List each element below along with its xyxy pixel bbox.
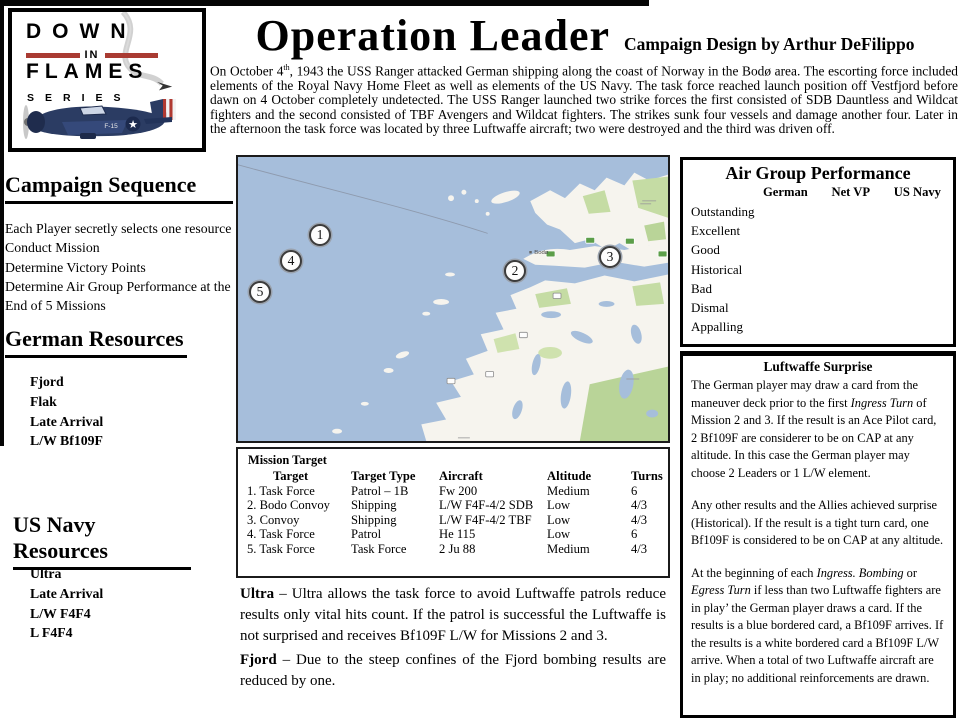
col-header-aircraft: Aircraft — [439, 469, 483, 483]
logo-word-flames: FLAMES — [26, 60, 149, 83]
resource-item: Late Arrival — [30, 413, 104, 429]
fjord-note: Fjord – Due to the steep confines of the Fjord bombing results are reduced by one. — [240, 652, 666, 689]
left-border-rule — [0, 0, 4, 446]
resource-item: L F4F4 — [30, 625, 73, 641]
logo-word-down: DOWN — [26, 20, 137, 43]
luftwaffe-paragraph-2: Any other results and the Allies achieved surprise (Historical). If the result is a tight turn card, one Bf109F is considered to be on CAP at any altitude. — [691, 498, 944, 547]
german-resources-list — [30, 372, 220, 451]
mission-map — [236, 155, 670, 443]
table-row: 2. Bodo Convoy Shipping L/W F4F-4/2 SDB Low 4/3 — [247, 498, 648, 513]
air-group-performance-title: Air Group Performance — [725, 163, 911, 183]
svg-text:★: ★ — [128, 119, 138, 131]
logo-red-bar-left — [26, 53, 80, 58]
map-marker-5: 5 — [249, 281, 271, 303]
map-marker-3: 3 — [599, 246, 621, 268]
air-group-performance-table — [680, 157, 956, 347]
luftwaffe-surprise-title: Luftwaffe Surprise — [763, 359, 873, 374]
resource-item: Fjord — [30, 374, 64, 389]
rating-row: Bad — [691, 280, 712, 296]
intro-paragraph: On October 4th, 1943 the USS Ranger attacked German shipping along the coast of Norway in the Bodø area. The escorting force included elements of the Royal Navy Home Fleet as well as elements of the US Navy. The task force reached launch position off Vestfjord before dawn on 4 October completely undetected. The USS Ranger launched two strike forces the first consisted of SDB Dauntless and Wildcat fighters and the second consisted of TBF Avengers and Wildcat fighters. The strikes sunk four vessels and damage another four. Later in the afternoon the task force was located by three Luftwaffe aircraft; two were destroyed and the third was driven off. — [210, 63, 958, 137]
luftwaffe-paragraph-3: At the beginning of each Ingress. Bombing or Egress Turn if less than two Luftwaffe fighters are in play’ the German player draws a card. If the results is a blue bordered card, a Bf109F arrives. If the results is a white bordered card a Bf109F L/W arrive. When a total of two Luftwaffe aircraft are in play; no additional reinforcements are drawn. — [691, 565, 944, 685]
ultra-note: Ultra – Ultra allows the task force to avoid Luftwaffe patrols reduce results only vital hits count. If the patrol is successful the Luftwaffe is not surprised and receives Bf109F L/W for Missions 2 and 3. — [240, 586, 666, 644]
plane-code-label: F-15 — [104, 123, 118, 130]
rating-row: Historical — [691, 261, 743, 277]
resource-item: Flak — [30, 393, 57, 409]
sequence-item: Determine Victory Points — [5, 259, 146, 275]
wildcat-plane-icon — [12, 96, 202, 148]
rating-row: Excellent — [691, 223, 741, 239]
rating-row: Appalling — [691, 319, 743, 335]
rating-row: Good — [691, 242, 720, 258]
map-place-label: Bodø — [534, 249, 549, 256]
rating-row: Dismal — [691, 300, 729, 316]
us-navy-resources-list — [30, 564, 220, 643]
falling-plane-icon — [157, 82, 172, 91]
rating-row: Outstanding — [691, 204, 755, 219]
luftwaffe-surprise-panel — [680, 351, 956, 718]
table-row: 1. Task Force Patrol – 1B Fw 200 Medium 6 — [247, 483, 638, 498]
col-header-us-navy: US Navy — [893, 185, 941, 199]
col-header-turns: Turns — [631, 469, 663, 483]
resource-item: Ultra — [30, 566, 62, 581]
agp-rating-rows — [683, 200, 953, 336]
table-row: 5. Task Force Task Force 2 Ju 88 Medium 4/3 — [247, 541, 648, 556]
map-marker-1: 1 — [309, 224, 331, 246]
campaign-sequence-heading: Campaign Sequence — [5, 172, 233, 204]
resource-item: L/W F4F4 — [30, 605, 91, 621]
agp-column-headers — [683, 184, 953, 200]
logo-word-series: SERIES — [27, 92, 132, 104]
top-border-rule — [0, 0, 649, 6]
sequence-item: Conduct Mission — [5, 240, 100, 256]
logo-word-in: IN — [84, 49, 100, 61]
norway-coast-map-graphic — [238, 157, 668, 441]
col-header-net-vp: Net VP — [831, 185, 871, 199]
luftwaffe-paragraph-1: The German player may draw a card from the maneuver deck prior to the first Ingress Turn of Mission 2 and 3. If the result is an Ace Pilot card, 2 Bf109F are considerer to be on CAP at any altitude. In this case the German player may choose 2 Leaders or 1 L/W element. — [691, 378, 937, 480]
resource-notes — [240, 584, 666, 692]
table-row: 3. Convoy Shipping L/W F4F-4/2 TBF Low 4/3 — [247, 512, 648, 527]
map-marker-2: 2 — [504, 260, 526, 282]
sequence-item: Each Player secretly selects one resource — [5, 221, 232, 236]
resource-item: Late Arrival — [30, 585, 104, 601]
down-in-flames-logo — [8, 8, 206, 152]
resource-item: L/W Bf109F — [30, 433, 103, 449]
map-marker-4: 4 — [280, 250, 302, 272]
german-resources-heading: German Resources — [5, 326, 187, 358]
page-subtitle: Campaign Design by Arthur DeFilippo — [624, 34, 915, 54]
col-header-german: German — [763, 185, 808, 199]
mission-target-table — [236, 447, 670, 578]
campaign-sequence-list — [5, 219, 235, 315]
table-row: 4. Task Force Patrol He 115 Low 6 — [247, 527, 638, 542]
page-title: Operation Leader — [255, 11, 611, 60]
logo-red-bar-right — [105, 53, 159, 58]
us-navy-resources-heading: US Navy Resources — [13, 512, 191, 570]
col-header-altitude: Altitude — [547, 469, 592, 483]
col-header-target: Target — [273, 469, 309, 483]
sequence-item: Determine Air Group Performance at the End of 5 Missions — [5, 278, 231, 314]
mission-table-header-row — [238, 469, 668, 484]
mission-table-title: Mission Target — [248, 453, 327, 467]
page-header — [212, 10, 958, 61]
col-header-target-type: Target Type — [351, 469, 416, 483]
